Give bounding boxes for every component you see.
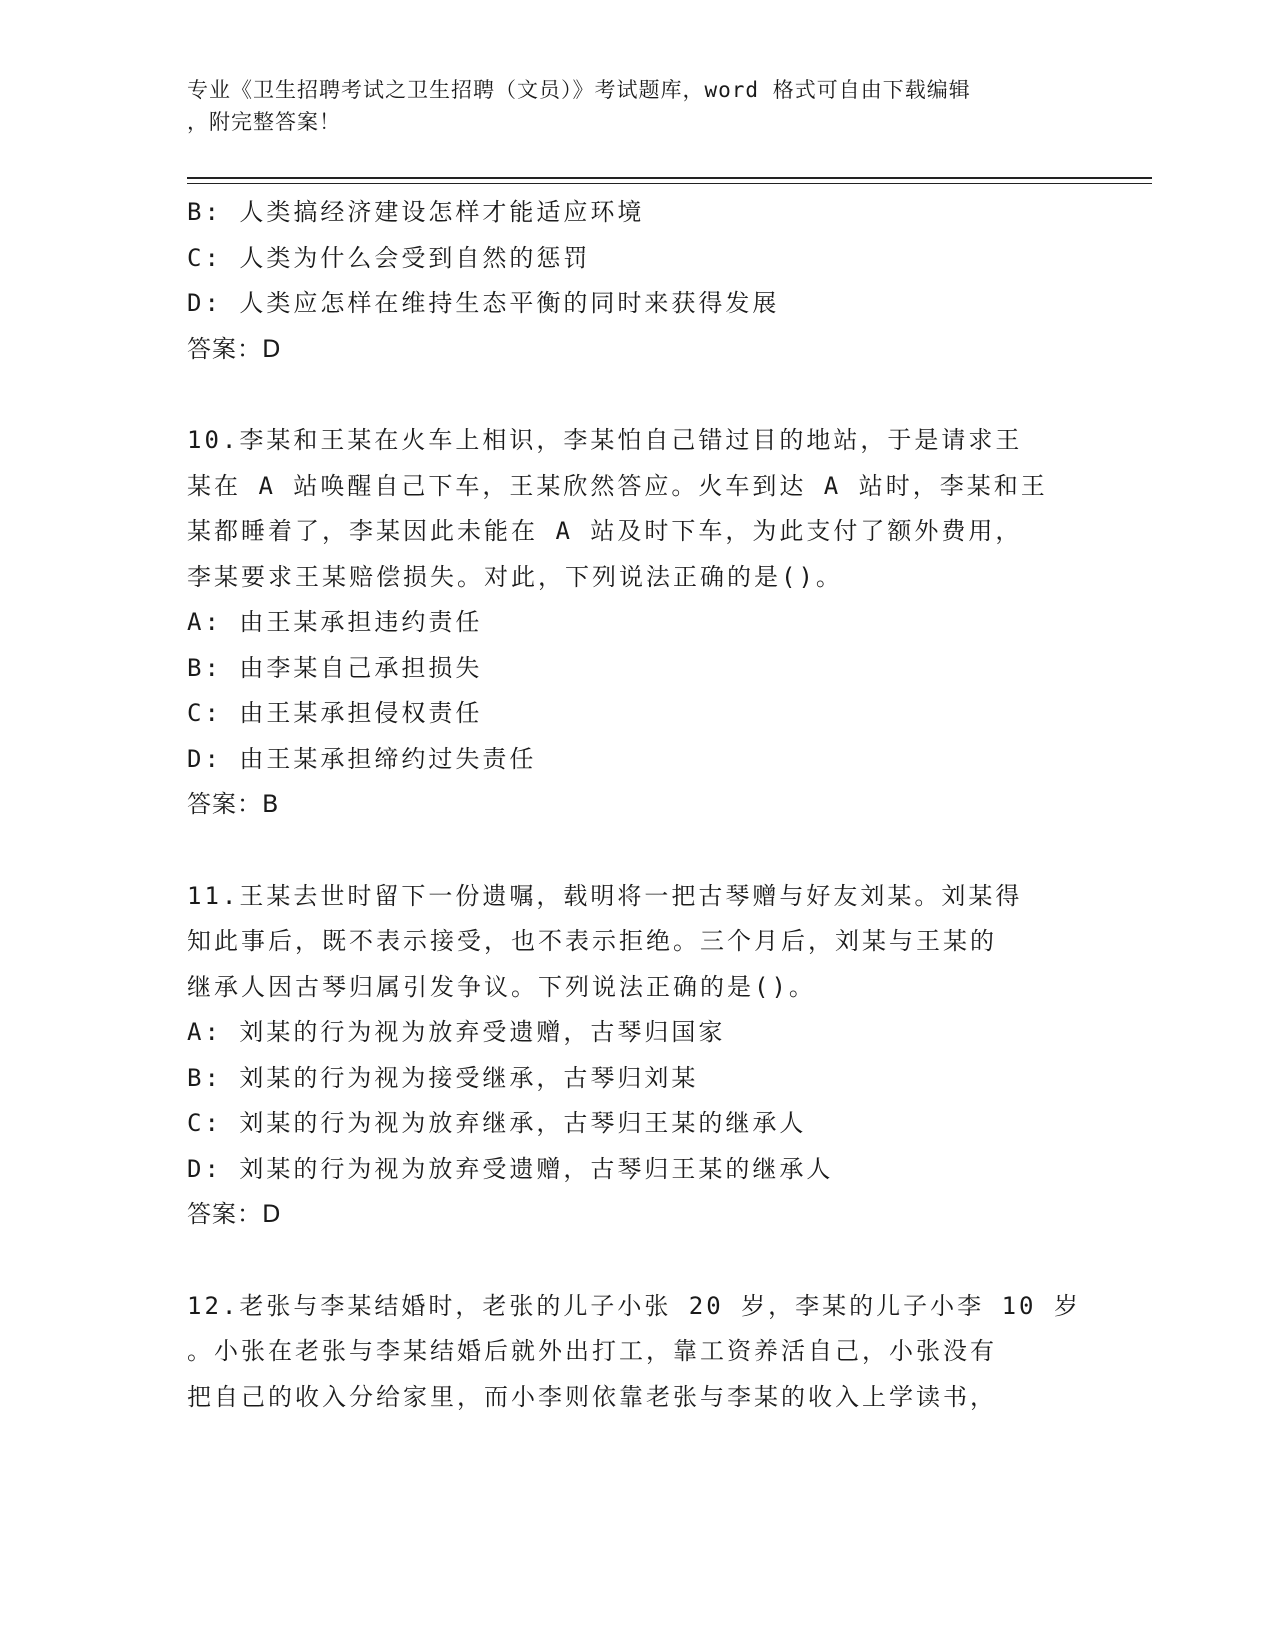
- question-10: [187, 418, 1087, 828]
- question-stem-line: 知此事后，既不表示接受，也不表示拒绝。三个月后，刘某与王某的: [187, 927, 997, 955]
- option-d: D: 由王某承担缔约过失责任: [187, 744, 537, 773]
- document-header: [187, 74, 1087, 138]
- option-d: D: 人类应怎样在维持生态平衡的同时来获得发展: [187, 289, 780, 317]
- question-spacer: [187, 372, 1087, 418]
- header-line-2: ，附完整答案！: [187, 110, 341, 134]
- question-stem-line: 某都睡着了，李某因此未能在 A 站及时下车，为此支付了额外费用，: [187, 517, 1023, 545]
- question-spacer: [187, 1238, 1087, 1284]
- option-b: B: 刘某的行为视为接受继承，古琴归刘某: [187, 1063, 699, 1092]
- question-stem-line: 。小张在老张与李某结婚后就外出打工，靠工资养活自己，小张没有: [187, 1337, 997, 1365]
- option-b: B: 由李某自己承担损失: [187, 653, 483, 682]
- header-divider-thin: [187, 183, 1152, 184]
- option-c: C: 人类为什么会受到自然的惩罚: [187, 243, 591, 272]
- question-stem-line: 12.老张与李某结婚时，老张的儿子小张 20 岁，李某的儿子小李 10 岁: [187, 1291, 1081, 1320]
- question-stem-line: 某在 A 站唤醒自己下车，王某欣然答应。火车到达 A 站时，李某和王: [187, 471, 1048, 500]
- question-9-tail: [187, 190, 1087, 372]
- option-c: C: 刘某的行为视为放弃继承，古琴归王某的继承人: [187, 1109, 807, 1137]
- question-list: [187, 190, 1087, 1420]
- option-d: D: 刘某的行为视为放弃受遗赠，古琴归王某的继承人: [187, 1154, 834, 1183]
- answer-line: 答案：D: [187, 1200, 282, 1228]
- answer-line: 答案：D: [187, 334, 282, 363]
- question-stem-line: 10.李某和王某在火车上相识，李某怕自己错过目的地站，于是请求王: [187, 426, 1023, 454]
- option-c: C: 由王某承担侵权责任: [187, 699, 483, 727]
- option-a: A: 刘某的行为视为放弃受遗赠，古琴归国家: [187, 1018, 726, 1046]
- option-b: B: 人类搞经济建设怎样才能适应环境: [187, 198, 645, 226]
- answer-line: 答案：B: [187, 790, 280, 818]
- option-a: A: 由王某承担违约责任: [187, 608, 483, 636]
- question-stem-line: 李某要求王某赔偿损失。对此，下列说法正确的是()。: [187, 562, 843, 591]
- question-stem-line: 11.王某去世时留下一份遗嘱，载明将一把古琴赠与好友刘某。刘某得: [187, 881, 1023, 910]
- question-stem-line: 继承人因古琴归属引发争议。下列说法正确的是()。: [187, 972, 816, 1001]
- question-12: [187, 1284, 1087, 1421]
- question-stem-line: 把自己的收入分给家里，而小李则依靠老张与李某的收入上学读书，: [187, 1382, 997, 1411]
- header-line-1: 专业《卫生招聘考试之卫生招聘（文员）》考试题库，word 格式可自由下载编辑: [187, 78, 971, 102]
- question-spacer: [187, 828, 1087, 874]
- header-divider-thick: [187, 177, 1152, 179]
- question-11: [187, 874, 1087, 1238]
